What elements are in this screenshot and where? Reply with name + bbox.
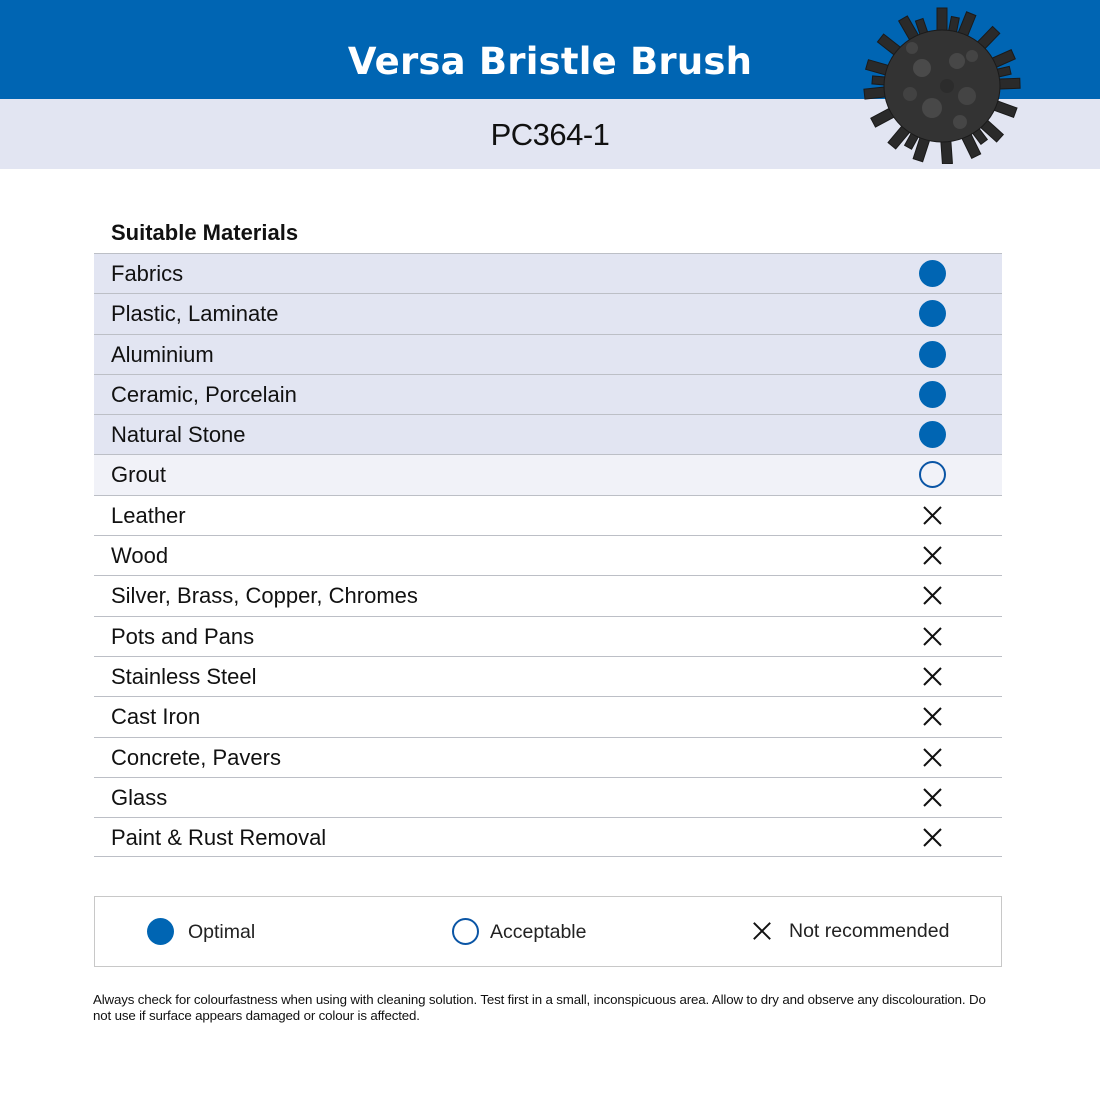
filled-circle-icon: [919, 421, 947, 449]
material-label: Plastic, Laminate: [111, 301, 279, 327]
legend-label-not-recommended: Not recommended: [789, 920, 950, 942]
x-icon: [919, 744, 947, 772]
table-row: [94, 696, 1002, 736]
x-icon: [919, 582, 947, 610]
table-row: [94, 616, 1002, 656]
legend: [94, 896, 1002, 967]
material-label: Aluminium: [111, 341, 214, 367]
material-label: Silver, Brass, Copper, Chromes: [111, 583, 418, 609]
legend-label-optimal: Optimal: [188, 920, 256, 943]
table-row: [94, 454, 1002, 494]
material-label: Wood: [111, 543, 169, 569]
table-row: [94, 374, 1002, 414]
x-icon: [919, 663, 947, 691]
table-row: [94, 656, 1002, 696]
legend-label-acceptable: Acceptable: [490, 920, 587, 943]
table-row: [94, 334, 1002, 374]
material-label: Grout: [111, 462, 167, 488]
material-label: Leather: [111, 502, 186, 528]
table-row: [94, 575, 1002, 615]
materials-table: [94, 253, 1002, 857]
x-icon: [919, 502, 947, 530]
table-row: [94, 253, 1002, 293]
filled-circle-icon: [919, 260, 947, 288]
table-row: [94, 414, 1002, 454]
legend-item-acceptable: [452, 918, 586, 945]
x-icon: [919, 784, 947, 812]
table-row: [94, 737, 1002, 777]
x-icon: [919, 542, 947, 570]
material-label: Paint & Rust Removal: [111, 825, 327, 851]
x-icon: [919, 623, 947, 651]
material-label: Pots and Pans: [111, 623, 255, 649]
filled-circle-icon: [919, 300, 947, 328]
product-title: Versa Bristle Brush: [347, 40, 753, 83]
material-label: Fabrics: [111, 261, 184, 286]
table-row: [94, 293, 1002, 333]
x-icon: [919, 824, 947, 852]
table-row: [94, 495, 1002, 535]
material-label: Concrete, Pavers: [111, 744, 281, 770]
x-icon: [919, 703, 947, 731]
outline-circle-icon: [919, 461, 947, 489]
x-icon: [749, 918, 775, 944]
table-row: [94, 535, 1002, 575]
filled-circle-icon: [919, 381, 947, 409]
material-label: Natural Stone: [111, 422, 246, 448]
filled-circle-icon: [147, 918, 174, 945]
product-sku: PC364-1: [490, 117, 610, 152]
legend-item-optimal: [147, 918, 255, 945]
disclaimer-text: Always check for colourfastness when using with cleaning solution. Test first in a small, inconspicuous area. Allow to dry and observe any discolouration. Do not use if surface appears damaged or colour is affected.: [93, 992, 986, 1023]
legend-item-not-recommended: [749, 918, 949, 944]
table-row: [94, 777, 1002, 817]
material-label: Ceramic, Porcelain: [111, 381, 297, 407]
section-title: Suitable Materials: [111, 220, 299, 245]
material-label: Glass: [111, 784, 168, 810]
material-label: Cast Iron: [111, 704, 201, 730]
outline-circle-icon: [452, 918, 479, 945]
material-label: Stainless Steel: [111, 663, 257, 689]
table-row: [94, 817, 1002, 857]
brush-product-image: [862, 6, 1022, 164]
filled-circle-icon: [919, 341, 947, 369]
